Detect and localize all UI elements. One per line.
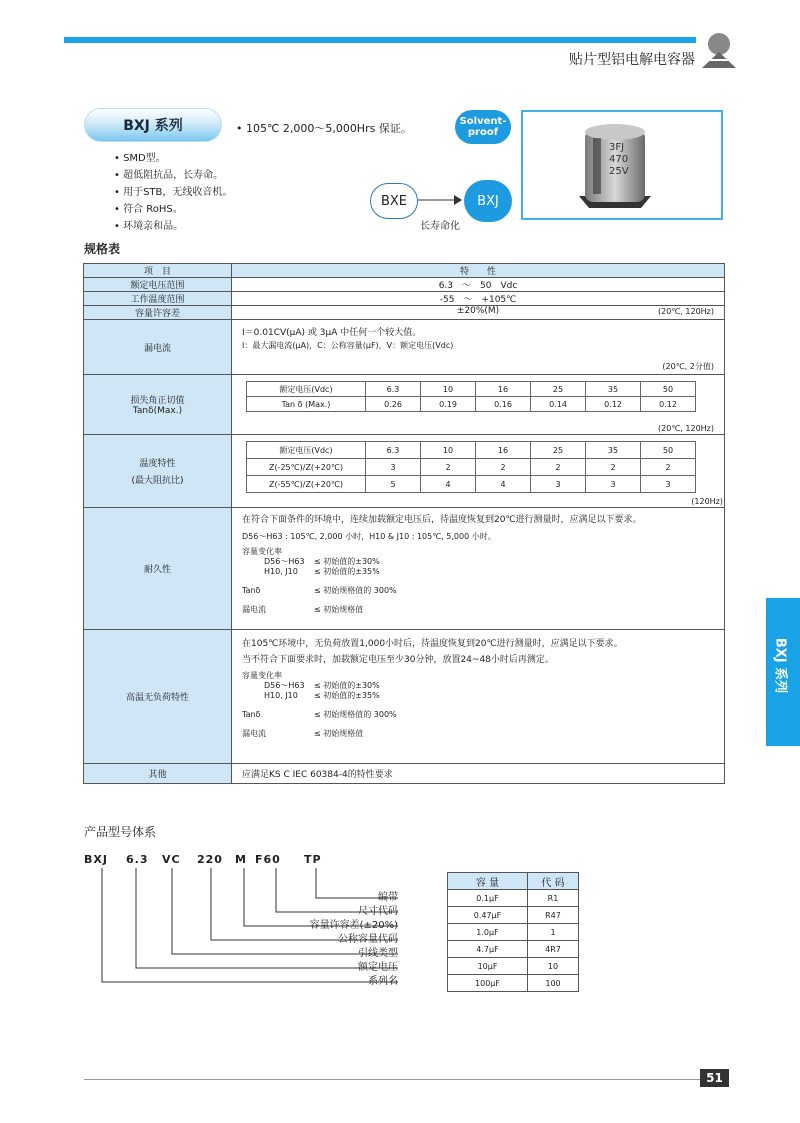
cap-change-b xyxy=(242,567,714,577)
shelf-condition: 在105℃环境中，无负荷放置1,000小时后，待温度恢复到20℃进行测量时，应满足以下要求。 xyxy=(242,639,623,649)
table-row xyxy=(84,306,725,320)
table-cell: 2 xyxy=(421,459,476,476)
table-cell: 50 xyxy=(641,382,696,397)
leakage-requirement xyxy=(242,728,714,739)
row-label: Z(-25℃)/Z(+20℃) xyxy=(247,459,366,476)
model-label: 额定电压 xyxy=(358,962,398,973)
model-label: 编带 xyxy=(378,892,398,903)
table-row xyxy=(247,459,696,476)
table-cell: R1 xyxy=(528,890,579,907)
row-label: Z(-55℃)/Z(+20℃) xyxy=(247,476,366,493)
shelf-retest: 当不符合下面要求时，加载额定电压至少30分钟，放置24~48小时后再测定。 xyxy=(242,655,554,665)
table-row xyxy=(448,975,579,992)
row-value: 应满足KS C IEC 60384-4的特性要求 xyxy=(232,764,725,784)
tan-requirement xyxy=(242,585,714,596)
requirement: ≤ 初始值的±35% xyxy=(314,567,380,576)
leakage-legend: I：最大漏电流(μA)，C：公称容量(μF)，V：额定电压(Vdc) xyxy=(242,341,454,350)
requirement: ≤ 初始规格值的 300% xyxy=(314,710,397,719)
spec-table xyxy=(83,263,725,784)
column-header: 容 量 xyxy=(448,873,528,890)
table-row xyxy=(247,476,696,493)
requirement: ≤ 初始规格值 xyxy=(314,605,364,614)
row-label: 高温无负荷特性 xyxy=(84,630,232,764)
table-cell: 3 xyxy=(531,476,586,493)
table-row xyxy=(247,442,696,459)
feature-item: • 符合 RoHS。 xyxy=(114,201,232,218)
table-cell: 2 xyxy=(531,459,586,476)
row-value xyxy=(232,375,725,435)
cap-tolerance-value: ±20%(M) xyxy=(456,306,500,316)
endurance-condition: 在符合下面条件的环境中，连续加载额定电压后，待温度恢复到20℃进行测量时，应满足以下要求。 xyxy=(242,515,642,525)
catalog-title: 贴片型铝电解电容器 xyxy=(569,52,695,68)
row-value: 6.3 ～ 50 Vdc xyxy=(232,278,725,292)
model-label: 尺寸代码 xyxy=(358,906,398,917)
arrow-right-icon xyxy=(418,194,462,206)
table-cell: 25 xyxy=(531,382,586,397)
row-label: 容量许容差 xyxy=(84,306,232,320)
table-cell: 10 xyxy=(421,442,476,459)
row-label: 耐久性 xyxy=(84,508,232,630)
spec-section-title: 规格表 xyxy=(84,242,121,256)
table-cell: 3 xyxy=(366,459,421,476)
series-name-pill: BXJ 系列 xyxy=(84,108,222,142)
table-cell: R47 xyxy=(528,907,579,924)
table-cell: 35 xyxy=(586,382,641,397)
table-cell: 1 xyxy=(528,924,579,941)
capacitor-marking: 25V xyxy=(609,166,629,177)
cap-change-b xyxy=(242,691,714,701)
feature-item: • 用于STB，无线收音机。 xyxy=(114,184,232,201)
row-label xyxy=(84,375,232,435)
table-row xyxy=(84,630,725,764)
requirement: ≤ 初始规格值 xyxy=(314,729,364,738)
param-label: Tanδ xyxy=(242,710,261,719)
leakage-requirement xyxy=(242,604,714,615)
row-label-line: 损失角正切值 xyxy=(130,396,185,406)
capacitance-code-table xyxy=(447,872,579,992)
table-cell: 0.26 xyxy=(366,397,421,412)
table-cell: 16 xyxy=(476,382,531,397)
table-row xyxy=(448,941,579,958)
capacitor-marking: 470 xyxy=(609,154,629,165)
code-part-capacitance: 220 xyxy=(197,853,223,866)
table-row xyxy=(84,375,725,435)
feature-item: • 环境亲和品。 xyxy=(114,218,232,235)
requirement: ≤ 初始规格值的 300% xyxy=(314,586,397,595)
endurance-hours: D56～H63 : 105℃, 2,000 小时，H10 & J10 : 105℃, 5,000 小时。 xyxy=(242,532,496,541)
tan-delta-table xyxy=(246,381,696,412)
param-label: 漏电流 xyxy=(242,605,266,614)
impedance-ratio-table xyxy=(246,441,696,493)
row-label: 额定电压范围 xyxy=(84,278,232,292)
row-label: Tan δ (Max.) xyxy=(247,397,366,412)
table-cell: 16 xyxy=(476,442,531,459)
page-number: 51 xyxy=(700,1069,729,1087)
table-cell: 5 xyxy=(366,476,421,493)
size-code: D56～H63 xyxy=(264,557,305,566)
table-cell: 2 xyxy=(476,459,531,476)
table-cell: 1.0μF xyxy=(448,924,528,941)
samyoung-logo xyxy=(698,30,740,74)
code-part-size: F60 xyxy=(255,853,281,866)
row-label: 工作温度范围 xyxy=(84,292,232,306)
table-cell: 0.12 xyxy=(586,397,641,412)
table-cell: 4 xyxy=(421,476,476,493)
feature-list xyxy=(114,150,232,235)
table-cell: 0.1μF xyxy=(448,890,528,907)
size-code: H10, J10 xyxy=(264,567,298,576)
to-series-oval: BXJ xyxy=(464,180,512,222)
code-part-taping: TP xyxy=(304,853,322,866)
table-cell: 4R7 xyxy=(528,941,579,958)
badge-line: Solvent- xyxy=(459,116,507,127)
row-label-line: (最大阻抗比) xyxy=(131,476,184,486)
code-part-voltage: 6.3 xyxy=(126,853,149,866)
code-part-tolerance: M xyxy=(235,853,247,866)
row-value xyxy=(232,320,725,375)
cap-change-label: 容量变化率 xyxy=(242,547,282,556)
table-row xyxy=(84,264,725,278)
table-cell: 4 xyxy=(476,476,531,493)
table-cell: 50 xyxy=(641,442,696,459)
row-label: 漏电流 xyxy=(84,320,232,375)
cap-change-label: 容量变化率 xyxy=(242,671,282,680)
test-condition: (20℃, 120Hz) xyxy=(658,424,714,433)
capacitor-image xyxy=(523,112,721,218)
from-series-oval: BXE xyxy=(370,183,418,219)
requirement: ≤ 初始值的±30% xyxy=(314,681,380,690)
column-header: 额定电压(Vdc) xyxy=(247,382,366,397)
table-cell: 10μF xyxy=(448,958,528,975)
solvent-proof-badge xyxy=(455,110,511,144)
test-condition: (20℃, 2分值) xyxy=(662,362,714,371)
series-side-tab xyxy=(766,598,800,746)
table-cell: 10 xyxy=(528,958,579,975)
badge-line: proof xyxy=(467,127,499,138)
table-cell: 0.16 xyxy=(476,397,531,412)
model-label: 引线类型 xyxy=(358,948,398,959)
cap-change-a xyxy=(242,681,714,691)
tan-requirement xyxy=(242,709,714,720)
param-label: Tanδ xyxy=(242,586,261,595)
requirement: ≤ 初始值的±30% xyxy=(314,557,380,566)
table-cell: 3 xyxy=(641,476,696,493)
table-row xyxy=(448,873,579,890)
footer-rule xyxy=(84,1079,729,1080)
column-header: 项 目 xyxy=(84,264,232,278)
row-value xyxy=(232,435,725,508)
size-code: D56～H63 xyxy=(264,681,305,690)
capacitor-marking: 3FJ xyxy=(609,142,625,153)
row-label: 其他 xyxy=(84,764,232,784)
table-cell: 2 xyxy=(641,459,696,476)
test-condition: (120Hz) xyxy=(691,497,723,506)
row-value: -55 ～ +105℃ xyxy=(232,292,725,306)
row-value xyxy=(232,630,725,764)
table-row xyxy=(84,292,725,306)
leakage-formula: I＝0.01CV(μA) 或 3μA 中任何一个较大值。 xyxy=(242,328,422,338)
table-cell: 6.3 xyxy=(366,442,421,459)
table-cell: 0.12 xyxy=(641,397,696,412)
table-row xyxy=(448,907,579,924)
feature-item: • SMD型。 xyxy=(114,150,232,167)
model-labels xyxy=(280,891,398,989)
code-part-lead: VC xyxy=(162,853,181,866)
model-label: 公称容量代码 xyxy=(338,934,398,945)
table-row xyxy=(247,397,696,412)
table-row xyxy=(84,278,725,292)
column-header: 代 码 xyxy=(528,873,579,890)
test-condition: (20℃, 120Hz) xyxy=(658,307,714,316)
code-part-series: BXJ xyxy=(84,853,108,866)
cap-change-a xyxy=(242,557,714,567)
param-label: 漏电流 xyxy=(242,729,266,738)
size-code: H10, J10 xyxy=(264,691,298,700)
series-headline: • 105℃ 2,000～5,000Hrs 保证。 xyxy=(236,122,412,135)
row-value xyxy=(232,306,725,320)
table-row xyxy=(448,890,579,907)
model-label: 容量许容差(±20%) xyxy=(309,920,398,931)
column-header: 特 性 xyxy=(232,264,725,278)
table-cell: 2 xyxy=(586,459,641,476)
table-row xyxy=(84,320,725,375)
feature-item: • 超低阻抗品，长寿命。 xyxy=(114,167,232,184)
table-row xyxy=(247,382,696,397)
model-label: 系列名 xyxy=(368,976,398,987)
table-cell: 0.14 xyxy=(531,397,586,412)
table-cell: 10 xyxy=(421,382,476,397)
table-row xyxy=(84,435,725,508)
upgrade-caption: 长寿命化 xyxy=(420,221,460,232)
row-label-line: Tanδ(Max.) xyxy=(132,406,183,416)
row-value xyxy=(232,508,725,630)
model-section-title: 产品型号体系 xyxy=(84,825,157,839)
table-cell: 25 xyxy=(531,442,586,459)
table-cell: 0.47μF xyxy=(448,907,528,924)
row-label-line: 温度特性 xyxy=(139,459,176,469)
side-tab-label: BXJ 系列 xyxy=(772,637,788,694)
table-cell: 6.3 xyxy=(366,382,421,397)
table-cell: 4.7μF xyxy=(448,941,528,958)
row-label xyxy=(84,435,232,508)
table-cell: 100 xyxy=(528,975,579,992)
table-row xyxy=(448,924,579,941)
table-row xyxy=(84,764,725,784)
requirement: ≤ 初始值的±35% xyxy=(314,691,380,700)
model-code xyxy=(84,853,344,869)
table-cell: 35 xyxy=(586,442,641,459)
table-cell: 0.19 xyxy=(421,397,476,412)
table-cell: 100μF xyxy=(448,975,528,992)
table-cell: 3 xyxy=(586,476,641,493)
header-accent-bar xyxy=(64,37,696,43)
table-row xyxy=(84,508,725,630)
column-header: 额定电压(Vdc) xyxy=(247,442,366,459)
product-photo xyxy=(521,110,723,220)
table-row xyxy=(448,958,579,975)
